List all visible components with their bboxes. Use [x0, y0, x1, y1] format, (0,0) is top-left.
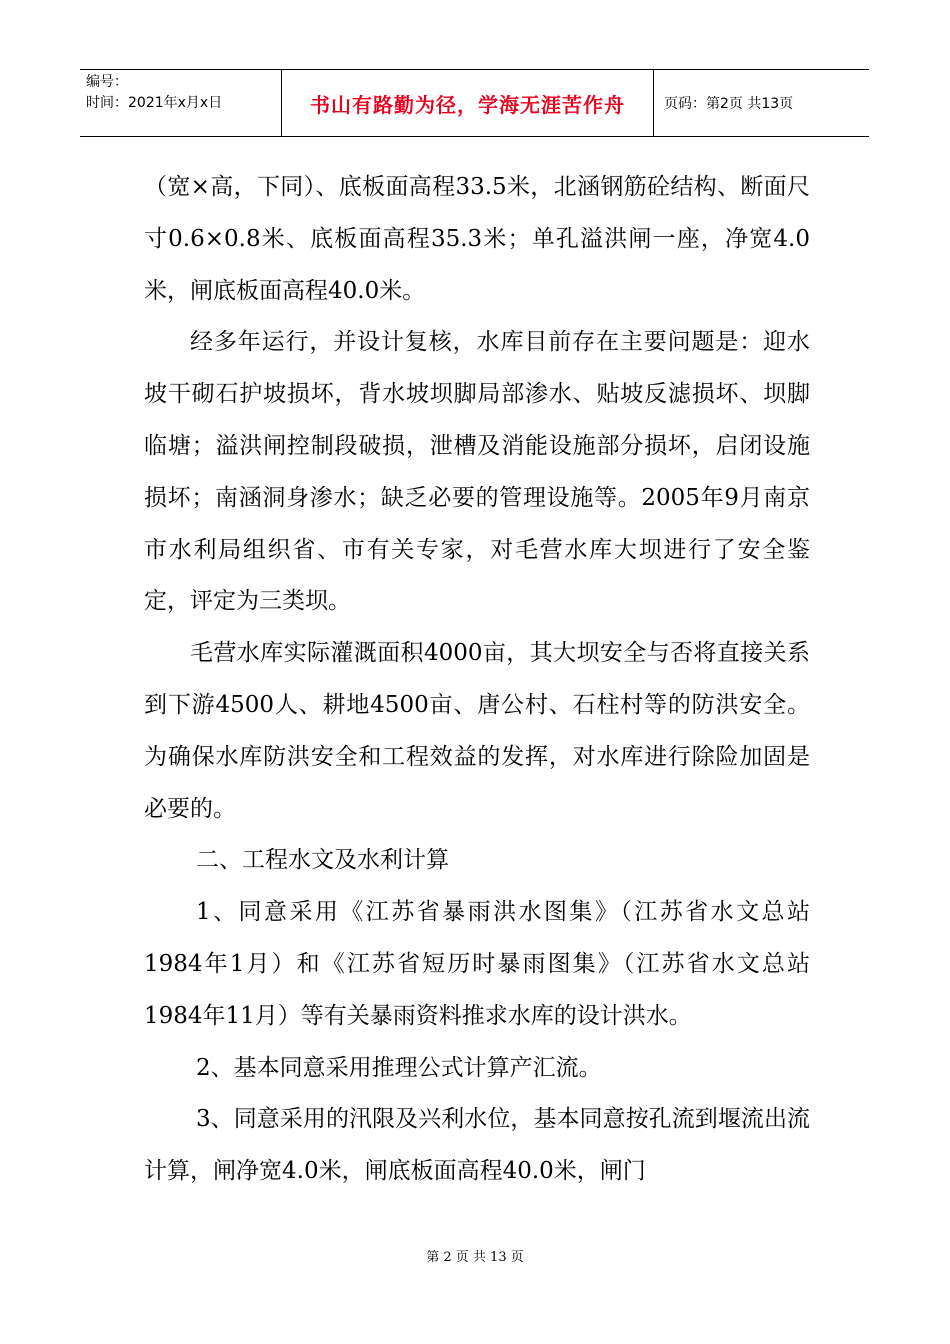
header-motto-cell: [282, 70, 654, 136]
paragraph-problems: 经多年运行，并设计复核，水库目前存在主要问题是：迎水坡干砌石护坡损坏，背水坡坝脚局部渗水、贴坡反滤损坏、坝脚临塘；溢洪闸控制段破损，泄槽及消能设施部分损坏，启闭设施损坏；南涵洞身渗水；缺乏必要的管理设施等。2005年9月南京市水利局组织省、市有关专家，对毛营水库大坝进行了安全鉴定，评定为三类坝。: [144, 329, 810, 615]
document-number-label: 编号：: [86, 74, 128, 90]
header-meta: [80, 70, 282, 136]
document-date: 时间：2021年x月x日: [86, 95, 223, 111]
page-header: [80, 69, 869, 137]
page-footer: [0, 1246, 950, 1265]
paragraph-item-3: 3、同意采用的汛限及兴利水位，基本同意按孔流到堰流出流计算，闸净宽4.0米，闸底板面高程40.0米，闸门: [144, 1106, 810, 1185]
header-page-info: [654, 70, 869, 136]
paragraph-item-2: 2、基本同意采用推理公式计算产汇流。: [196, 1054, 602, 1081]
motto-text: 书山有路勤为径，学海无涯苦作舟: [310, 92, 625, 117]
document-body: [144, 162, 810, 1198]
footer-page-number: 第 2 页 共 13 页: [426, 1250, 524, 1265]
paragraph-continuation: （宽×高，下同）、底板面高程33.5米，北涵钢筋砼结构、断面尺寸0.6×0.8米、底板面高程35.3米；单孔溢洪闸一座，净宽4.0米，闸底板面高程40.0米。: [144, 174, 810, 304]
section-heading-hydrology: 二、工程水文及水利计算: [196, 847, 449, 874]
paragraph-necessity: 毛营水库实际灌溉面积4000亩，其大坝安全与否将直接关系到下游4500人、耕地4500亩、唐公村、石柱村等的防洪安全。为确保水库防洪安全和工程效益的发挥，对水库进行除险加固是必要的。: [144, 640, 810, 822]
page-info-text: 页码：第2页 共13页: [664, 96, 794, 112]
paragraph-item-1: 1、同意采用《江苏省暴雨洪水图集》（江苏省水文总站 1984年1月）和《江苏省短历时暴雨图集》（江苏省水文总站 1984年11月）等有关暴雨资料推求水库的设计洪水。: [144, 899, 810, 1029]
